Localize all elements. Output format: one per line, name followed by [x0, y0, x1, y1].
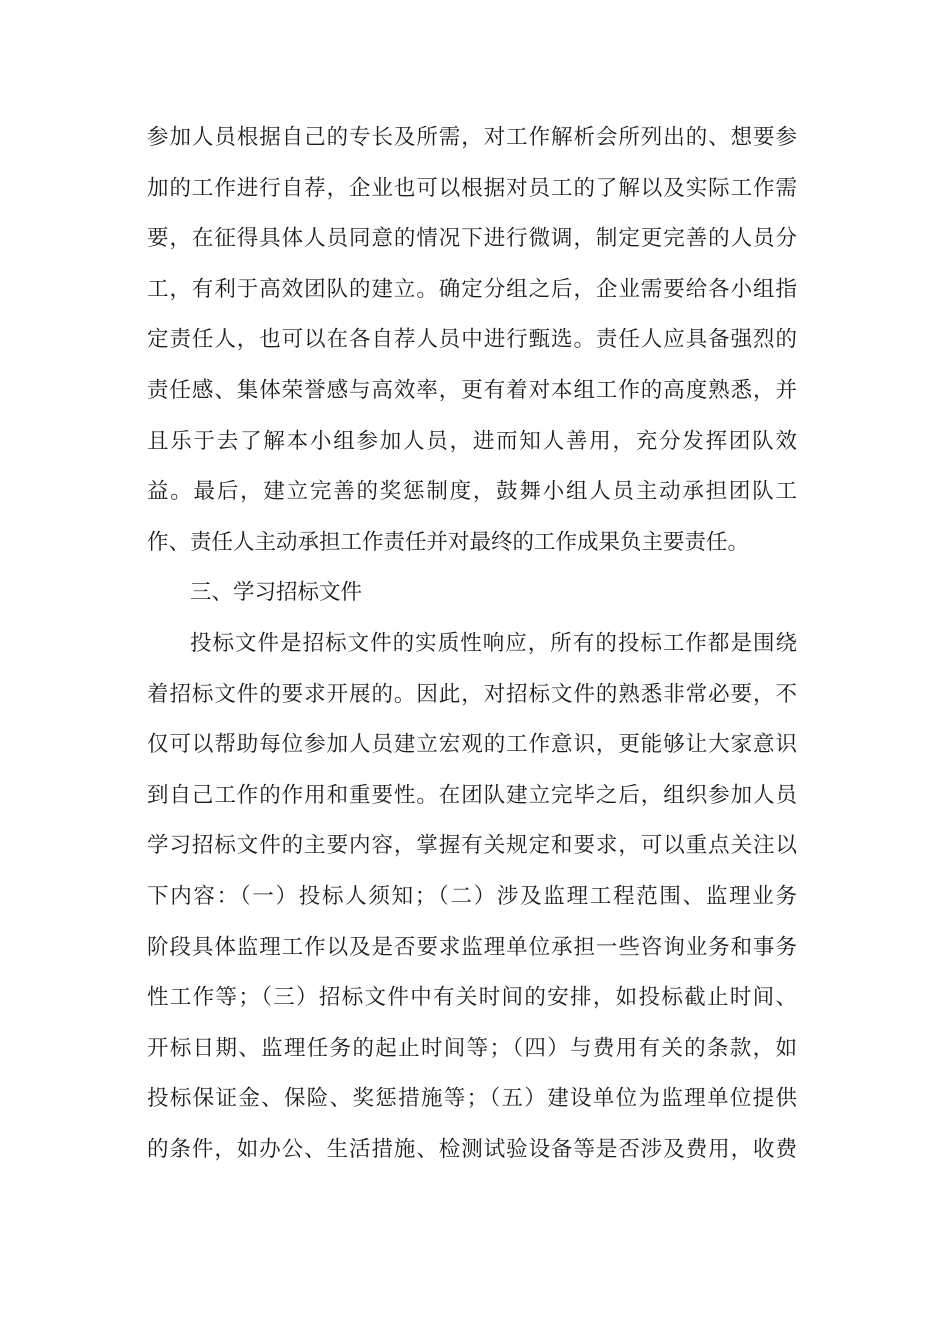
- document-body: [147, 113, 797, 1175]
- paragraph-line: 要，在征得具体人员同意的情况下进行微调，制定更完善的人员分: [147, 226, 797, 252]
- paragraph-line: 下内容：（一）投标人须知；（二）涉及监理工程范围、监理业务: [147, 883, 797, 909]
- paragraph-line: 工，有利于高效团队的建立。确定分组之后，企业需要给各小组指: [147, 276, 797, 302]
- paragraph-line: 开标日期、监理任务的起止时间等；（四）与费用有关的条款，如: [147, 1035, 797, 1061]
- paragraph-last-line: 作、责任人主动承担工作责任并对最终的工作成果负主要责任。: [147, 529, 750, 555]
- paragraph-line: 性工作等；（三）招标文件中有关时间的安排，如投标截止时间、: [147, 985, 797, 1011]
- paragraph-line: 加的工作进行自荐，企业也可以根据对员工的了解以及实际工作需: [147, 175, 797, 201]
- paragraph-line: 参加人员根据自己的专长及所需，对工作解析会所列出的、想要参: [147, 125, 797, 150]
- paragraph-line: 投标保证金、保险、奖惩措施等；（五）建设单位为监理单位提供: [147, 1086, 797, 1112]
- paragraph-line: 学习招标文件的主要内容，掌握有关规定和要求，可以重点关注以: [147, 833, 797, 859]
- paragraph-line: 责任感、集体荣誉感与高效率，更有着对本组工作的高度熟悉，并: [147, 377, 797, 403]
- section-heading: 三、学习招标文件: [190, 580, 363, 606]
- paragraph-line: 且乐于去了解本小组参加人员，进而知人善用，充分发挥团队效: [147, 428, 797, 454]
- paragraph-line: 的条件，如办公、生活措施、检测试验设备等是否涉及费用，收费: [147, 1136, 797, 1162]
- paragraph-line: 益。最后，建立完善的奖惩制度，鼓舞小组人员主动承担团队工: [147, 479, 797, 505]
- paragraph-line: 着招标文件的要求开展的。因此，对招标文件的熟悉非常必要，不: [147, 681, 797, 707]
- paragraph-line: 到自己工作的作用和重要性。在团队建立完毕之后，组织参加人员: [147, 782, 797, 808]
- paragraph-line: 仅可以帮助每位参加人员建立宏观的工作意识，更能够让大家意识: [147, 732, 797, 758]
- paragraph-line: 阶段具体监理工作以及是否要求监理单位承担一些咨询业务和事务: [147, 934, 797, 960]
- paragraph-first-line: 投标文件是招标文件的实质性响应，所有的投标工作都是围绕: [190, 630, 797, 656]
- paragraph-line: 定责任人，也可以在各自荐人员中进行甄选。责任人应具备强烈的: [147, 327, 797, 353]
